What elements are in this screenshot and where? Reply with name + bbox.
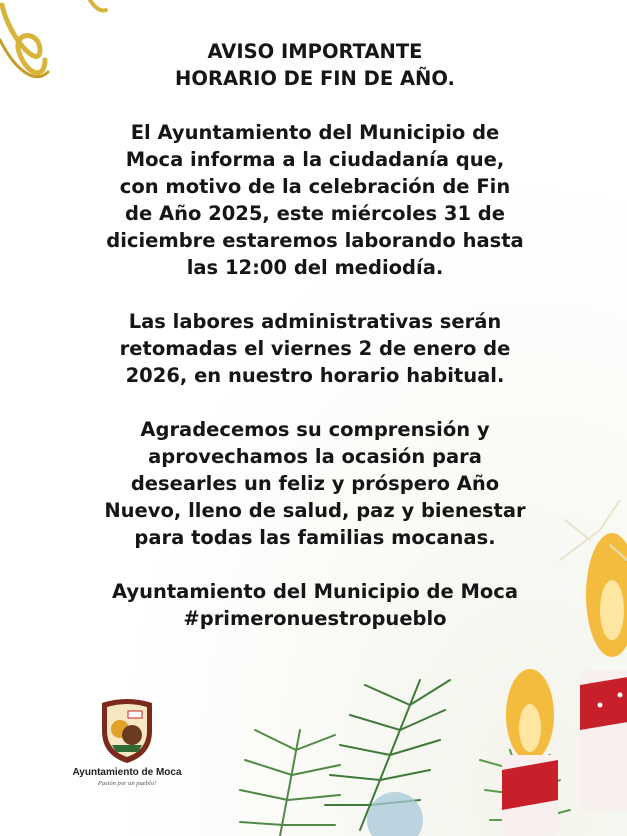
- hashtag: #primeronuestropueblo: [183, 607, 447, 630]
- title-line-2: HORARIO DE FIN DE AÑO.: [175, 67, 455, 90]
- pine-branch: [240, 730, 340, 836]
- notice-text: [60, 38, 570, 632]
- paragraph-greeting: Agradecemos su comprensión y aprovechamos la ocasión para desearles un feliz y próspero Año Nuevo, lleno de salud, paz y bienestar para todas las familias mocanas.: [104, 418, 526, 549]
- candle: [580, 533, 627, 810]
- paragraph-resume: Las labores administrativas serán retomadas el viernes 2 de enero de 2026, en nuestro horario habitual.: [119, 310, 511, 387]
- moca-coat-of-arms-icon: [98, 697, 156, 765]
- frosted-branch: [560, 500, 627, 560]
- ornament-ball: [367, 792, 423, 836]
- title-line-1: AVISO IMPORTANTE: [207, 40, 423, 63]
- signature: [60, 578, 570, 632]
- logo-slogan: Pasión por un pueblo!: [97, 780, 157, 787]
- paragraph-schedule: El Ayuntamiento del Municipio de Moca informa a la ciudadanía que, con motivo de la celebración de Fin de Año 2025, este miércoles 31 de diciembre estaremos laborando hasta las 12:00 del mediodía.: [106, 121, 524, 279]
- signature-name: Ayuntamiento del Municipio de Moca: [111, 580, 519, 603]
- logo-name: Ayuntamiento de Moca: [72, 767, 182, 778]
- notice-title: [60, 38, 570, 92]
